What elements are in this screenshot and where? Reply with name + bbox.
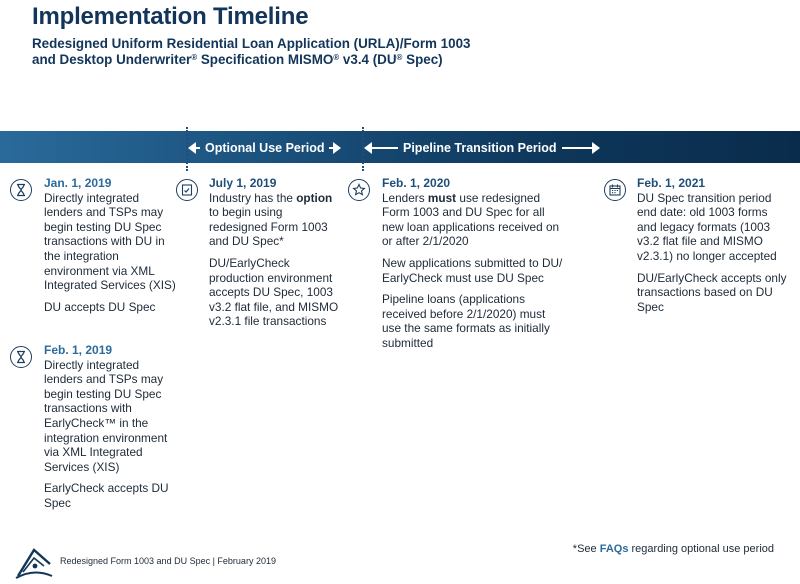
milestone-note: New applications submitted to DU/ EarlyCheck must use DU Spec	[382, 255, 563, 285]
footnote: *See FAQs regarding optional use period	[572, 543, 774, 555]
page-title: Implementation Timeline	[32, 3, 309, 30]
milestone-note: DU/EarlyCheck accepts only transactions based on DU Spec	[637, 270, 787, 314]
milestone-feb-2020	[382, 176, 566, 351]
milestone-jul-2019	[209, 176, 341, 329]
milestone-note: Pipeline loans (applications received before 2/1/2020) must use the same formats as initially submitted	[382, 292, 550, 350]
milestone-note: DU/EarlyCheck production environment accepts DU Spec, 1003 v3.2 flat file, and MISMO v2.3.1 file transactions	[209, 255, 339, 329]
subtitle-line-1: Redesigned Uniform Residential Loan Application (URLA)/Form 1003	[32, 36, 471, 51]
milestone-feb-2019	[44, 343, 174, 511]
arrow-left-icon	[366, 147, 398, 149]
hourglass-icon	[10, 179, 32, 201]
star-icon	[348, 179, 370, 201]
arrow-right-icon	[329, 147, 339, 149]
milestone-note: DU accepts DU Spec	[44, 299, 156, 314]
milestone-date: July 1, 2019	[209, 176, 277, 190]
milestone-date: Jan. 1, 2019	[44, 176, 112, 190]
hourglass-icon	[10, 346, 32, 368]
milestone-text: Directly integrated lenders and TSPs may begin testing DU Spec transactions with EarlyCheck™ in the integration environment via XML Integrated Services (XIS)	[44, 357, 168, 474]
milestone-date: Feb. 1, 2021	[637, 176, 706, 190]
arrow-right-icon	[562, 147, 598, 149]
milestone-text: DU Spec transition period end date: old 1003 forms and legacy formats (1003 v3.2 flat file and MISMO v2.3.1) no longer accepted	[637, 190, 777, 263]
milestone-note: EarlyCheck accepts DU Spec	[44, 481, 169, 510]
optional-use-period	[190, 140, 360, 156]
milestone-feb-2021	[637, 176, 789, 314]
pipeline-transition-period-label: Pipeline Transition Period	[403, 141, 557, 155]
arrow-left-icon	[190, 147, 200, 149]
page-subtitle	[32, 36, 632, 68]
subtitle-line-2: and Desktop Underwriter® Specification MISMO® v3.4 (DU® Spec)	[32, 52, 443, 67]
fannie-mae-logo-icon	[14, 544, 54, 580]
document-label: Redesigned Form 1003 and DU Spec | February 2019	[60, 556, 276, 566]
milestone-text: Directly integrated lenders and TSPs may begin testing DU Spec transactions with DU in the integration environment via XML Integrated Services (XIS)	[44, 190, 176, 293]
checklist-icon	[176, 179, 198, 201]
milestone-jan-2019	[44, 176, 179, 314]
pipeline-transition-period	[366, 140, 616, 156]
milestone-date: Feb. 1, 2020	[382, 176, 451, 190]
optional-use-period-label: Optional Use Period	[205, 141, 325, 155]
milestone-text: Industry has the option to begin using redesigned Form 1003 and DU Spec*	[209, 190, 333, 249]
calendar-icon	[604, 179, 626, 201]
faqs-link[interactable]: FAQs	[599, 543, 629, 555]
milestone-date: Feb. 1, 2019	[44, 343, 113, 357]
milestone-text: Lenders must use redesigned Form 1003 and DU Spec for all new loan applications received on or after 2/1/2020	[382, 190, 560, 249]
